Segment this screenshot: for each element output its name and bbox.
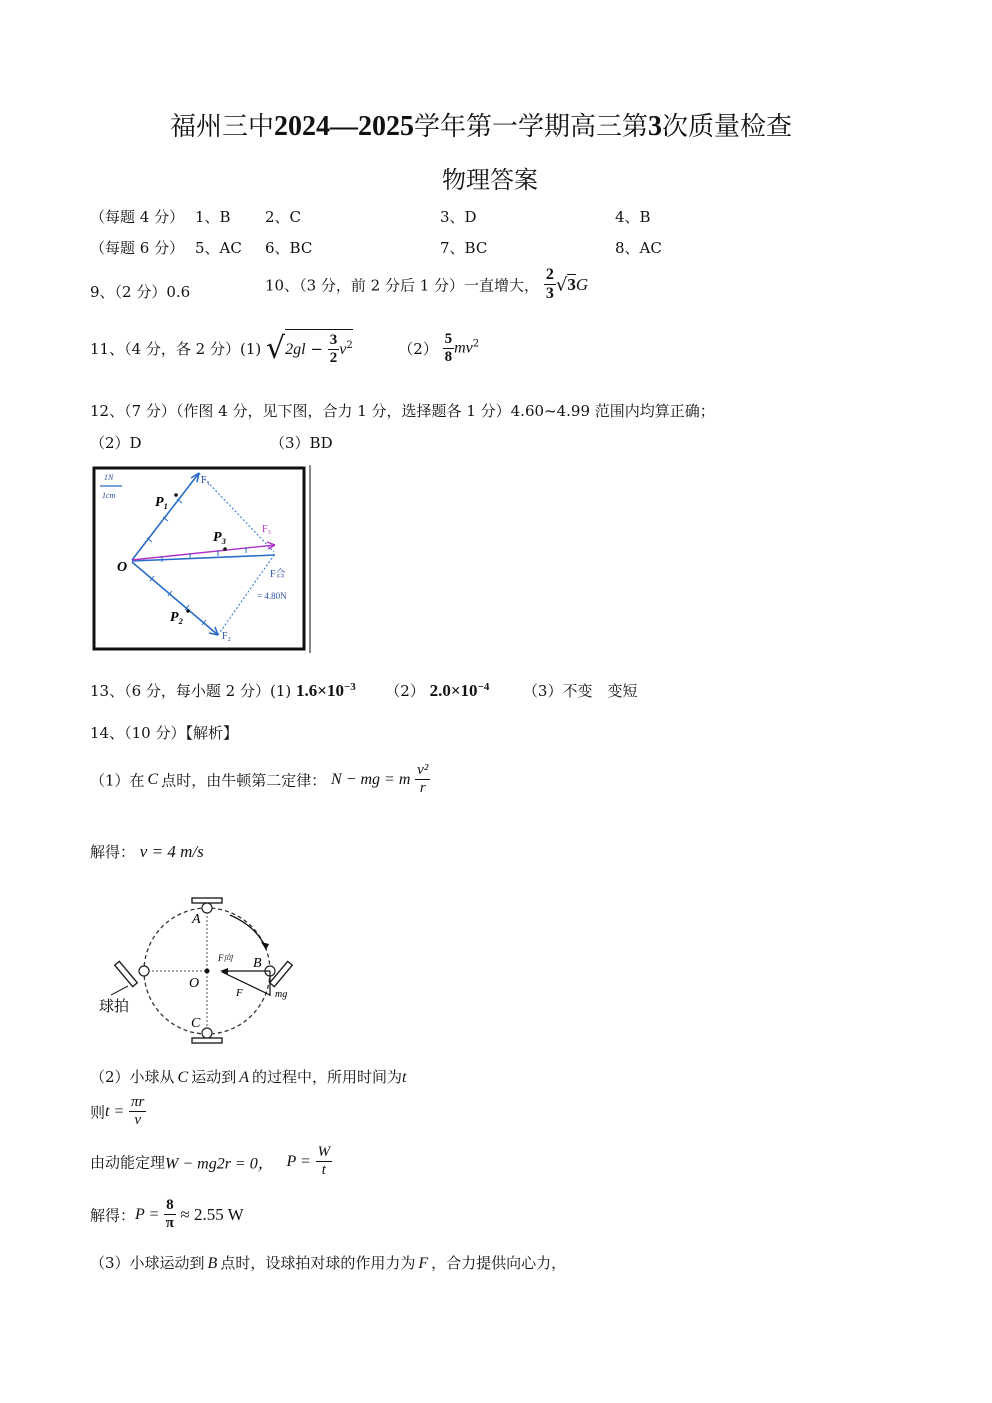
s2-text-c: 的过程中，所用时间为 [252,1068,403,1086]
q14-step2 [90,1066,406,1087]
p1-label: P₁ [155,495,169,510]
q11-prefix: 11、（4 分，各 2 分）(1) [90,339,262,358]
q12-ans2: （2）D [90,434,142,452]
q13-prefix: 13、（6 分，每小题 2 分）(1) [90,682,292,700]
s1-text-b: 点时，由牛顿第二定律： [161,771,327,790]
ball [139,966,149,976]
racket-bottom [192,1038,222,1043]
t-eq: t = [105,1102,125,1120]
mc-answer: 4、B [615,208,651,226]
s2-A: A [239,1069,250,1086]
s3-text-b: 点时，设球拍对球的作用力为 [220,1254,416,1272]
dong-eq: W − mg2r = 0， [165,1155,274,1173]
q14-energy-eq [90,1144,332,1180]
q13-p3: （3）不变 变短 [522,682,638,700]
frac-den: v [134,1112,142,1129]
page-title [170,106,792,143]
s3-B: B [207,1255,218,1272]
rad-fraction [328,332,340,368]
s3-text-c: ，合力提供向心力， [431,1254,567,1272]
P2-fraction [164,1197,176,1233]
p2-point [186,609,190,613]
label-mg: mg [275,989,288,1000]
q14-sol1 [90,841,204,862]
p3-label: P₃ [213,530,227,545]
q14-head: 14、（10 分）【解析】 [90,724,238,742]
P-fraction [316,1144,333,1180]
q14-sol2 [90,1197,244,1233]
q11-sup: 2 [472,338,480,350]
mc-answer: 3、D [440,208,477,226]
s3-text: （3）小球运动到 [90,1254,205,1272]
q10-G: G [575,274,589,294]
mc-answer: 1、B [195,208,231,226]
P2-result: ≈ 2.55 W [180,1204,244,1224]
rotation-arc [230,915,265,947]
ze-text: 则 [90,1103,106,1122]
frac-den: t [321,1162,326,1179]
frac-den: r [419,780,426,797]
t-fraction [129,1094,146,1130]
title-num: 3 [648,111,663,142]
leader-line [111,986,128,995]
sol2-label: 解得： [90,1206,136,1225]
mc-answer: 2、C [265,208,302,226]
frac-num: W [316,1144,333,1162]
fhe-label: F合 [270,569,286,580]
fhe-value: = 4.80N [257,591,287,601]
s1-C: C [147,770,159,788]
q13-a2-exp: −4 [477,681,490,693]
q11-part2: （2） [398,339,438,358]
force-F-arrow [222,972,270,995]
rad-sup: 2 [346,339,353,351]
rad-v: v [339,340,347,358]
mc-answer: 8、AC [615,239,662,257]
mc-answer: 5、AC [195,239,242,257]
q14-time-eq [90,1094,146,1130]
mc-answer: 6、BC [265,239,313,257]
eq1: N − mg = m [331,770,411,788]
q10-radicand: 3 [567,274,576,294]
sol1-label: 解得： [90,843,136,861]
eq1-fraction [415,762,430,798]
sol1-value: v = 4 m/s [139,842,204,861]
center-point [205,969,210,974]
P-eq: P = [286,1152,311,1170]
rad-minus: − [310,339,323,358]
label-Fxiang: F向 [218,953,233,963]
f2-label: F₂ [222,631,232,642]
s2-t: t [402,1069,407,1086]
ball [202,1028,212,1038]
q10-text: 10、（3 分，前 2 分后 1 分）一直增大， [265,276,540,295]
p1-point [174,493,178,497]
q13-a1: 1.6×10 [296,681,344,700]
q14-step1 [90,762,430,798]
page-subtitle: 物理答案 [442,166,538,194]
label-C: C [191,1016,201,1031]
frac-den: 2 [329,350,338,367]
circular-motion-diagram [95,895,305,1050]
P2-eq: P = [135,1205,160,1223]
q13-a2: 2.0×10 [429,681,478,700]
label-B: B [253,956,262,971]
racket-left [115,961,138,986]
q13-a1-exp: −3 [343,681,356,693]
frac-num: 2 [544,266,556,285]
q10-answer [265,266,588,304]
scale-bottom: 1cm [102,491,116,500]
frac-num: 3 [328,332,340,350]
q13-p2: （2） [385,682,425,700]
label-A: A [192,912,201,927]
q11-mv: mv [454,339,473,357]
p2-label: P₂ [170,610,184,625]
frac-den: 3 [545,285,554,303]
q11-answer [90,329,479,368]
s2-text-b: 运动到 [191,1068,237,1086]
q12-line1: 12、（7 分）（作图 4 分，见下图，合力 1 分，选择题各 1 分）4.60~4.99 范围内均算正确； [90,402,715,420]
arrowhead-icon [261,942,269,950]
q9-answer: 9、（2 分）0.6 [90,283,191,301]
frac-num: v² [415,762,430,780]
q11-radicand [285,329,353,368]
s1-text: （1）在 [90,771,145,790]
frac-num: 5 [443,331,455,349]
scale-top: 1N [104,473,114,482]
label-F: F [236,987,243,999]
title-mid: 学年第一学期高三第 [414,112,649,142]
label-O: O [189,976,200,991]
mc-answer: 7、BC [440,239,488,257]
frac-den: 8 [444,348,453,365]
ball [202,903,212,913]
f3-label: F₃ [262,524,272,535]
racket-label: 球拍 [99,999,130,1015]
racket-top [192,898,222,903]
q12-ans3: （3）BD [270,434,333,452]
title-post: 次质量检查 [662,112,793,142]
rad-term: 2gl [285,340,306,358]
f1-label: F₁ [201,475,211,486]
force-diagram [92,465,317,655]
title-school: 福州三中 [170,112,275,142]
q14-step3 [90,1252,566,1273]
mc6-label: （每题 6 分） [90,239,185,257]
sqrt-icon: √ [555,274,568,296]
q11-fraction [443,331,455,367]
frac-den: π [165,1215,174,1232]
title-years: 2024—2025 [274,111,415,142]
frac-num: πr [129,1094,146,1112]
s2-text: （2）小球从 [90,1068,175,1086]
s2-C: C [177,1069,189,1086]
sqrt-icon: √ [266,330,286,366]
mc4-label: （每题 4 分） [90,208,185,226]
s3-F: F [418,1255,429,1272]
q10-fraction [544,266,556,304]
p3-point [223,547,227,551]
q13-answer [90,680,637,701]
frac-num: 8 [164,1197,176,1215]
dong-text: 由动能定理 [90,1153,166,1172]
origin-label: O [117,560,128,575]
